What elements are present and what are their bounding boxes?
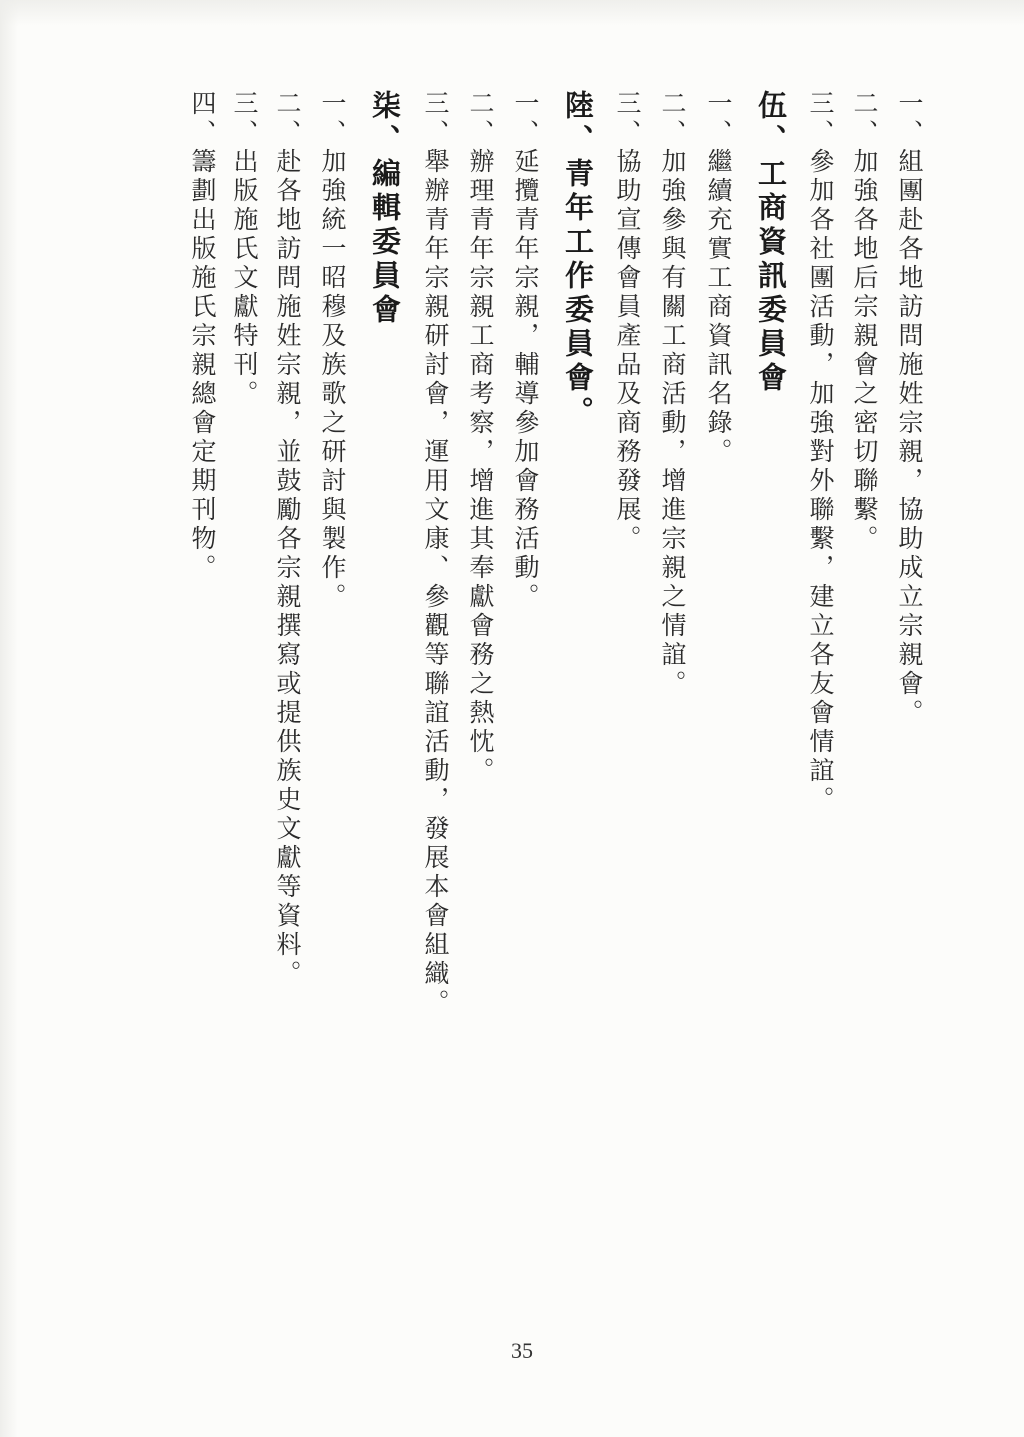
item-wu-2: 二、加強參與有關工商活動，增進宗親之情誼。 bbox=[658, 90, 687, 699]
item-5-0-2: 二、加強各地后宗親會之密切聯繫。 bbox=[850, 90, 879, 554]
item-5-0-1: 一、組團赴各地訪問施姓宗親，協助成立宗親會。 bbox=[895, 90, 924, 728]
scan-left-shadow bbox=[0, 0, 18, 1437]
item-qi-3: 三、出版施氏文獻特刊。 bbox=[230, 90, 259, 409]
section-heading-wu: 伍、工商資訊委員會 bbox=[754, 90, 788, 396]
item-liu-2: 二、辦理青年宗親工商考察，增進其奉獻會務之熱忱。 bbox=[466, 90, 495, 786]
page-number: 35 bbox=[511, 1338, 533, 1363]
section-heading-liu: 陸、青年工作委員會。 bbox=[561, 90, 595, 430]
item-qi-2: 二、赴各地訪問施姓宗親，並鼓勵各宗親撰寫或提供族史文獻等資料。 bbox=[273, 90, 302, 989]
item-liu-3: 三、舉辦青年宗親研討會，運用文康、參觀等聯誼活動，發展本會組織。 bbox=[421, 90, 450, 1018]
item-wu-1: 一、繼續充實工商資訊名錄。 bbox=[704, 90, 733, 467]
item-liu-1: 一、延攬青年宗親，輔導參加會務活動。 bbox=[511, 90, 540, 612]
item-5-0-3: 三、參加各社團活動，加強對外聯繫，建立各友會情誼。 bbox=[806, 90, 835, 815]
item-qi-4: 四、籌劃出版施氏宗親總會定期刊物。 bbox=[188, 90, 217, 583]
section-heading-qi: 柒、編輯委員會 bbox=[368, 90, 402, 328]
scan-top-shadow bbox=[0, 0, 1024, 26]
item-qi-1: 一、加強統一昭穆及族歌之研討與製作。 bbox=[318, 90, 347, 612]
item-wu-3: 三、協助宣傳會員產品及商務發展。 bbox=[613, 90, 642, 554]
